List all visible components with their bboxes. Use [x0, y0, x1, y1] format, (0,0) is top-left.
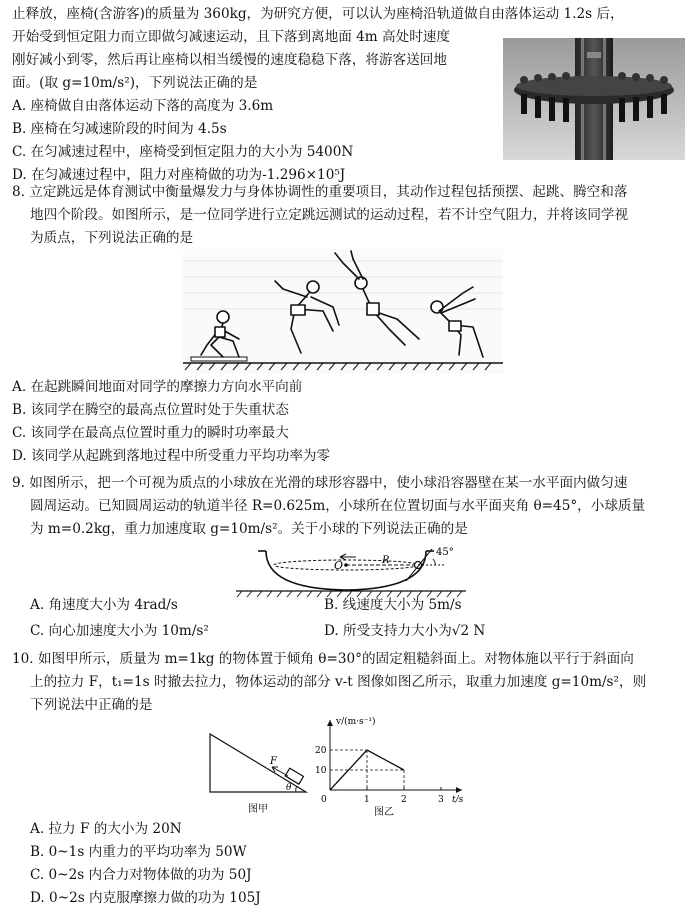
bowl-radius-label: R [382, 555, 390, 566]
x-tick-label-1: 1 [364, 795, 370, 805]
q10-option-c: C. 0~2s 内合力对物体做的功为 50J [30, 867, 252, 883]
long-jump-figure [183, 249, 503, 374]
q8-option-a: A. 在起跳瞬间地面对同学的摩擦力方向水平向前 [12, 379, 303, 395]
q7-option-c: C. 在匀减速过程中，座椅受到恒定阻力的大小为 5400N [12, 144, 354, 160]
q10-option-d: D. 0~2s 内克服摩擦力做的功为 105J [30, 890, 261, 906]
q8-line-1: 8. 立定跳远是体育测试中衡量爆发力与身体协调性的重要项目，其动作过程包括预摆、起跳、腾空和落 [12, 184, 628, 200]
q10-line-2: 上的拉力 F，t₁=1s 时撤去拉力，物体运动的部分 v-t 图像如图乙所示，取重力加速度 g=10m/s²，则 [30, 674, 647, 690]
x-tick-label-2: 2 [401, 795, 407, 805]
q10-line-3: 下列说法中正确的是 [30, 697, 153, 713]
q7-line-3: 刚好减小到零，然后再让座椅以相当缓慢的速度稳稳下落，将游客送回地 [12, 52, 447, 68]
q9-line-2: 圆周运动。已知圆周运动的轨道半径 R=0.625m，小球所在位置切面与水平面夹角 θ=45°，小球质量 [30, 498, 646, 514]
q9-option-d: D. 所受支持力大小为√2 N [324, 623, 486, 639]
bowl-angle-label: 45° [436, 547, 454, 558]
q8-option-b: B. 该同学在腾空的最高点位置时处于失重状态 [12, 402, 289, 418]
q9-line-1: 9. 如图所示，把一个可视为质点的小球放在光滑的球形容器中，使小球沿容器壁在某一水平面内做匀速 [12, 475, 628, 491]
q10-line-1: 10. 如图甲所示，质量为 m=1kg 的物体置于倾角 θ=30°的固定粗糙斜面上。对物体施以平行于斜面向 [12, 651, 634, 667]
q9-option-c: C. 向心加速度大小为 10m/s² [30, 623, 209, 639]
q10-option-a: A. 拉力 F 的大小为 20N [30, 821, 182, 837]
origin-label: 0 [321, 795, 327, 805]
drop-tower-photo [503, 38, 685, 160]
y-axis-label: v/(m·s⁻¹) [336, 717, 376, 727]
q7-line-1: 止释放，座椅(含游客)的质量为 360kg，为研究方便，可以认为座椅沿轨道做自由落体运动 1.2s 后， [12, 6, 624, 22]
q7-option-a: A. 座椅做自由落体运动下落的高度为 3.6m [12, 98, 274, 114]
bowl-figure [236, 543, 466, 598]
q7-line-4: 面。(取 g=10m/s²)，下列说法正确的是 [12, 75, 258, 91]
q7-option-b: B. 座椅在匀减速阶段的时间为 4.5s [12, 121, 227, 137]
fig-b-caption: 图乙 [374, 807, 394, 818]
fig-a-caption: 图甲 [248, 804, 268, 815]
x-axis-arrow [456, 787, 462, 793]
q9-option-b: B. 线速度大小为 5m/s [324, 597, 462, 613]
q7-line-2: 开始受到恒定阻力而立即做匀减速运动，且下落到离地面 4m 高处时速度 [12, 29, 450, 45]
force-label: F [270, 756, 277, 767]
x-tick-label-3: 3 [438, 795, 444, 805]
vt-chart [312, 712, 472, 820]
q8-option-c: C. 该同学在最高点位置时重力的瞬时功率最大 [12, 425, 289, 441]
y-axis-arrow [327, 720, 333, 726]
q10-option-b: B. 0~1s 内重力的平均功率为 50W [30, 844, 247, 860]
q8-option-d: D. 该同学从起跳到落地过程中所受重力平均功率为零 [12, 448, 331, 464]
q8-line-3: 为质点，下列说法正确的是 [30, 230, 194, 246]
q7-option-d: D. 在匀减速过程中，阻力对座椅做的功为-1.296×10⁵J [12, 167, 346, 183]
bowl-center-label: O [334, 559, 344, 572]
series-segment-1 [367, 750, 404, 770]
incline-angle-label: θ [286, 783, 292, 793]
x-axis-label: t/s [452, 795, 464, 805]
q9-option-a: A. 角速度大小为 4rad/s [30, 597, 178, 613]
y-tick-label-20: 20 [315, 746, 327, 756]
q8-line-2: 地四个阶段。如图所示，是一位同学进行立定跳远测试的运动过程，若不计空气阻力，并将该同学视 [30, 207, 629, 223]
y-tick-label-10: 10 [315, 766, 327, 776]
q9-line-3: 为 m=0.2kg，重力加速度取 g=10m/s²。关于小球的下列说法正确的是 [30, 521, 468, 537]
incline-figure [206, 730, 316, 818]
